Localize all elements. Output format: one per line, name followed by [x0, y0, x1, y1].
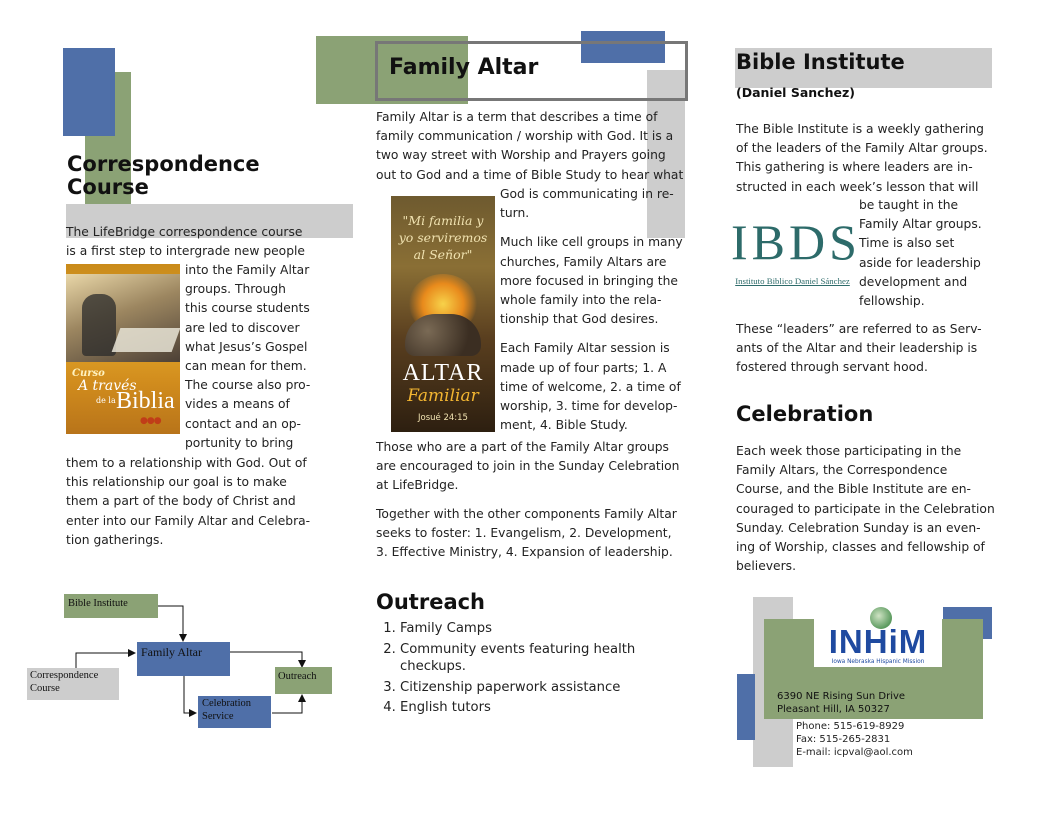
address-line: 6390 NE Rising Sun Drive — [777, 691, 906, 702]
wrap-line: more focused in bringing the — [500, 273, 678, 288]
wrap-line: made up of four parts; 1. A — [500, 360, 667, 375]
flow-box-correspondence — [27, 668, 119, 700]
p1-line: two way street with Worship and Prayers going — [376, 148, 666, 163]
wrap-line: Each Family Altar session is — [500, 341, 670, 356]
poster-stones — [405, 314, 481, 356]
wrap-line: be taught in the — [859, 198, 959, 212]
celebration-line: ing of Worship, classes and fellowship of — [736, 540, 985, 555]
outreach-item: 1. Family Camps — [400, 620, 690, 638]
wrap-line: ment, 4. Bible Study. — [500, 418, 628, 433]
flow-box-celebration — [198, 696, 271, 728]
wrap-line: this course students — [185, 301, 310, 316]
poster-familiar-word: Familiar — [407, 386, 479, 406]
contact-address — [777, 690, 905, 716]
flow-box-bible-institute — [64, 594, 158, 618]
book-circles-icon: ●●● — [140, 416, 161, 426]
flow-label: Correspondence — [30, 670, 99, 681]
wrap-line: development and — [859, 274, 968, 289]
outreach-heading: Outreach — [376, 590, 486, 614]
wrap-line: can mean for them. — [185, 359, 307, 374]
p5-line: Together with the other components Family Altar — [376, 507, 677, 521]
address-line: Pleasant Hill, IA 50327 — [777, 704, 890, 715]
flow-label: Bible Institute — [68, 598, 128, 609]
wrap-line: are led to discover — [185, 320, 300, 335]
book-de-la-label: de la — [96, 396, 116, 405]
p5-line: 3. Effective Ministry, 4. Expansion of leadership. — [376, 545, 673, 560]
flow-box-family-altar — [137, 642, 230, 676]
celebration-heading: Celebration — [736, 402, 874, 426]
wrap-line: groups. Through — [185, 282, 286, 297]
book-a-traves-label: A través — [78, 378, 137, 394]
wrap-line: churches, Family Altars are — [500, 254, 667, 269]
flow-label: Celebration — [202, 698, 251, 709]
celebration-line: couraged to participate in the Celebration — [736, 501, 995, 516]
p1-line: structed in each week’s lesson that will — [736, 179, 979, 194]
poster-altar-word: ALTAR — [402, 360, 484, 386]
p1-line: This gathering is where leaders are in- — [736, 160, 973, 175]
wrap-line: tionship that God desires. — [500, 312, 659, 327]
wrap-line: The course also pro- — [185, 378, 311, 393]
celebration-line: Sunday. Celebration Sunday is an even- — [736, 520, 981, 535]
fax-text: Fax: 515-265-2831 — [796, 734, 891, 745]
wrap-line: portunity to bring — [185, 435, 294, 450]
wrap-line: what Jesus’s Gospel — [185, 339, 308, 354]
family-altar-p1 — [376, 108, 696, 185]
celebration-line: believers. — [736, 559, 796, 574]
celebration-line: Each week those participating in the — [736, 444, 962, 458]
wrap-line: Time is also set — [859, 236, 955, 251]
contact-deco-blue-left — [737, 674, 755, 740]
poster-quote — [391, 212, 495, 263]
tail-line: tion gatherings. — [66, 532, 164, 547]
ibds-logo — [731, 208, 861, 294]
contact-details — [796, 720, 913, 759]
flow-label: Service — [202, 711, 234, 722]
p2-line: ants of the Altar and their leadership is — [736, 341, 978, 356]
outreach-item: 3. Citizenship paperwork assistance — [400, 679, 690, 697]
bible-institute-p1 — [736, 120, 1006, 197]
book-biblia-label: Biblia — [116, 388, 175, 414]
outreach-list — [376, 620, 690, 720]
flow-label: Outreach — [278, 671, 317, 682]
tail-line: enter into our Family Altar and Celebra- — [66, 513, 311, 528]
wrap-line: fellowship. — [859, 294, 925, 309]
wrap-line: aside for leadership — [859, 255, 981, 270]
phone-text: Phone: 515-619-8929 — [796, 721, 905, 732]
tail-line: them to a relationship with God. Out of — [66, 456, 307, 470]
inhim-logo-text: INHiM — [828, 623, 928, 660]
flow-label: Family Altar — [141, 645, 202, 659]
wrap-line: into the Family Altar — [185, 263, 310, 277]
quote-line: yo serviremos — [398, 230, 488, 245]
celebration-paragraph — [736, 442, 1006, 576]
celebration-line: Course, and the Bible Institute are en- — [736, 482, 971, 497]
quote-line: "Mi familia y — [402, 213, 484, 228]
wrap-line: time of welcome, 2. a time of — [500, 379, 681, 394]
family-altar-heading: Family Altar — [389, 55, 539, 80]
bible-institute-wrap-text — [859, 196, 999, 311]
flow-label: Course — [30, 683, 60, 694]
tail-line: them a part of the body of Christ and — [66, 494, 296, 509]
ibds-letters: IBDS — [731, 214, 861, 270]
tail-line: this relationship our goal is to make — [66, 475, 287, 490]
p2-line: fostered through servant hood. — [736, 360, 928, 375]
p4-line: are encouraged to join in the Sunday Celebration — [376, 459, 680, 474]
bible-institute-p2 — [736, 320, 1006, 378]
ibds-caption: Instituto Biblico Daniel Sánchez — [735, 276, 850, 286]
family-altar-p4 — [376, 438, 696, 496]
wrap-line: contact and an op- — [185, 416, 301, 431]
flow-box-outreach — [275, 667, 332, 694]
inhim-logo-caption: Iowa Nebraska Hispanic Mission — [831, 659, 925, 665]
p1-line: of the leaders of the Family Altar groups. — [736, 141, 988, 156]
family-altar-p5 — [376, 505, 696, 563]
p2-line: These “leaders” are referred to as Serv- — [736, 322, 982, 336]
book-curso-label: Curso — [72, 368, 105, 379]
email-text: E-mail: icpval@aol.com — [796, 747, 913, 758]
wrap-line: God is communicating in re- — [500, 187, 674, 201]
outreach-item: 4. English tutors — [400, 699, 690, 717]
p1-line: The Bible Institute is a weekly gathering — [736, 122, 984, 136]
wrap-line: vides a means of — [185, 397, 290, 412]
wrap-line: Much like cell groups in many — [500, 235, 683, 250]
p4-line: Those who are a part of the Family Altar groups — [376, 440, 669, 454]
bible-institute-subheading: (Daniel Sanchez) — [736, 85, 855, 100]
correspondence-heading: Correspondence Course — [67, 152, 260, 199]
family-altar-wrap-text — [500, 185, 690, 435]
wrap-line: whole family into the rela- — [500, 293, 662, 308]
outreach-item: 2. Community events featuring health checkups. — [400, 641, 690, 676]
p1-line: Family Altar is a term that describes a time of — [376, 110, 658, 124]
p5-line: seeks to foster: 1. Evangelism, 2. Development, — [376, 526, 672, 541]
altar-familiar-poster — [391, 196, 495, 432]
wrap-line: worship, 3. time for develop- — [500, 399, 678, 414]
correspondence-intro: The LifeBridge correspondence course is a first step to intergrade new people — [66, 225, 305, 259]
quote-line: al Señor" — [413, 247, 473, 262]
celebration-line: Family Altars, the Correspondence — [736, 463, 948, 478]
bible-institute-heading: Bible Institute — [736, 50, 905, 74]
p1-line: out to God and a time of Bible Study to hear what — [376, 167, 684, 182]
p4-line: at LifeBridge. — [376, 478, 459, 493]
inhim-logo — [814, 603, 942, 667]
wrap-line: Family Altar groups. — [859, 217, 982, 232]
poster-verse: Josué 24:15 — [418, 413, 468, 423]
wrap-line: turn. — [500, 206, 530, 221]
p1-line: family communication / worship with God. It is a — [376, 129, 674, 144]
